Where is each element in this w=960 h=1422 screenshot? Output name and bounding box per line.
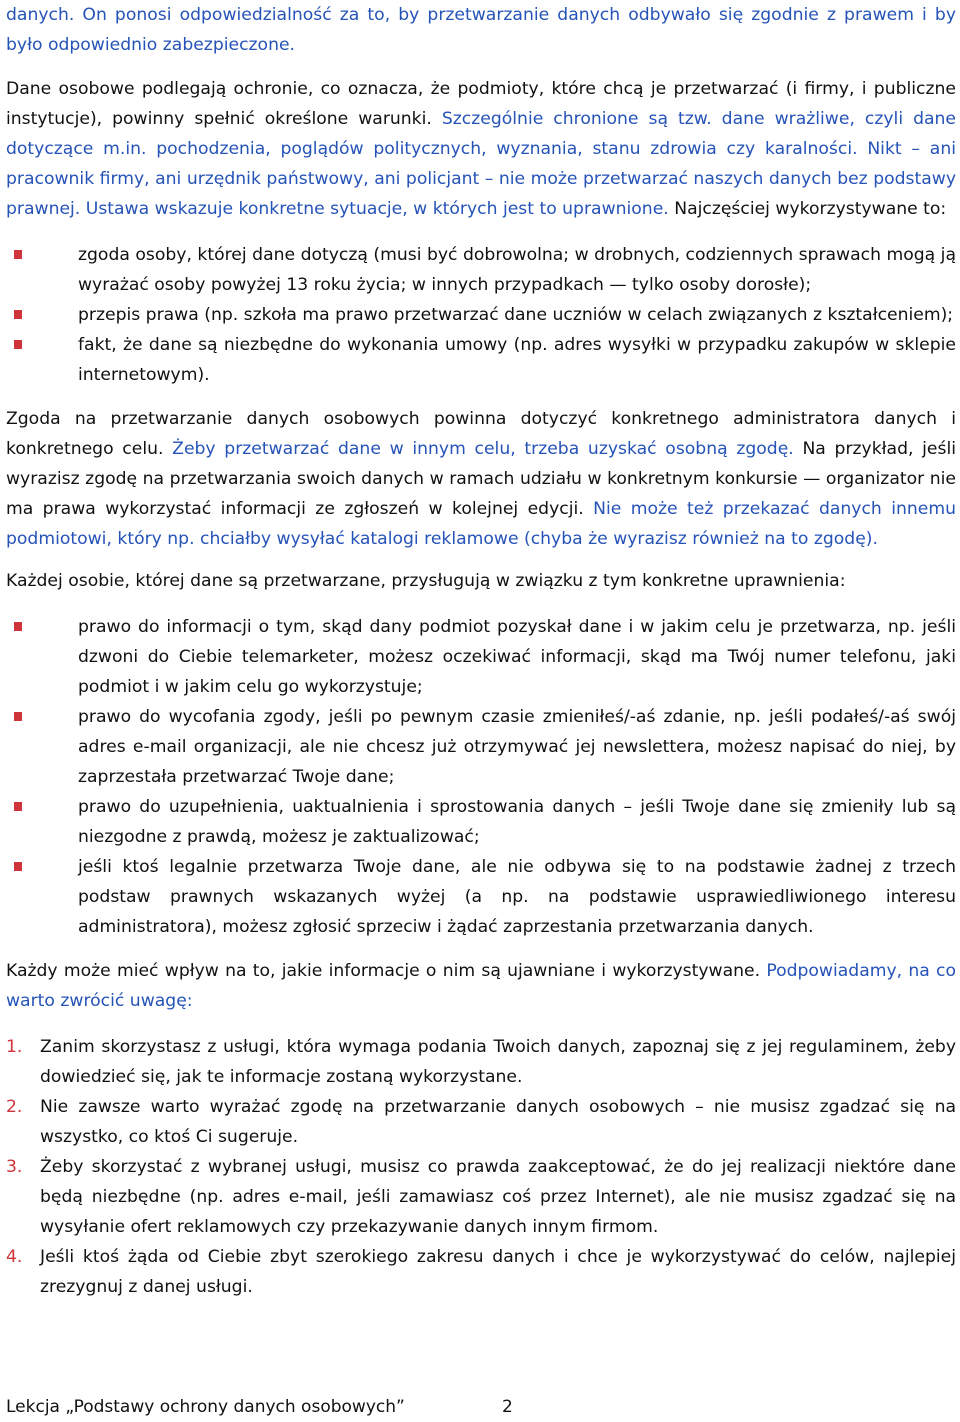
list-item: przepis prawa (np. szkoła ma prawo przetwarzać dane uczniów w celach związanych z kształceniem); [6,300,956,330]
consent-text-a: Zgoda na przetwarzanie danych osobowych powinna dotyczyć konkretnego administratora danych i konkretnego celu. [6,409,956,459]
page-number: 2 [502,1397,513,1417]
list-item: prawo do informacji o tym, skąd dany podmiot pozyskał dane i w jakim celu je przetwarza, np. jeśli dzwoni do Ciebie telemarketer, możesz oczekiwać informacji, skąd ma Twój numer telefonu, jaki podmiot i w jakim celu go wykorzystuje; [6,612,956,702]
influence-paragraph [6,956,956,1016]
list-item: prawo do wycofania zgody, jeśli po pewnym czasie zmieniłeś/-aś zdanie, np. jeśli podałeś/-aś swój adres e-mail organizacji, ale nie chcesz już otrzymywać jej newslettera, możesz napisać do niej, by zaprzestała przetwarzać Twoje dane; [6,702,956,792]
list-item: zgoda osoby, której dane dotyczą (musi być dobrowolna; w drobnych, codziennych sprawach mogą ją wyrażać osoby powyżej 13 roku życia; w innych przypadkach — tylko osoby dorosłe); [6,240,956,300]
list-item [6,1152,956,1242]
list-item: fakt, że dane są niezbędne do wykonania umowy (np. adres wysyłki w przypadku zakupów w sklepie internetowym). [6,330,956,390]
item-text: Żeby skorzystać z wybranej usługi, musisz co prawda zaakceptować, że do jej realizacji niektóre dane będą niezbędne (np. adres e-mail, jeśli zamawiasz coś przez Internet), ale nie musisz zgadzać się na wysyłanie ofert reklamowych czy przekazywanie danych innym firmom. [40,1157,956,1237]
basis-lead-text: Najczęściej wykorzystywane to: [674,199,947,219]
page-content [6,0,956,1302]
rights-list [6,612,956,942]
item-text: Nie zawsze warto wyrażać zgodę na przetwarzanie danych osobowych – nie musisz zgadzać się na wszystko, co ktoś Ci sugeruje. [40,1097,956,1147]
influence-text-b: Podpowiadamy, na co warto zwrócić uwagę: [6,961,957,1011]
influence-text-a: Każdy może mieć wpływ na to, jakie informacje o nim są ujawniane i wykorzystywane. [6,961,761,981]
list-item [6,1242,956,1302]
intro-paragraph: danych. On ponosi odpowiedzialność za to, by przetwarzanie danych odbywało się zgodnie z prawem i by było odpowiednio zabezpieczone. [6,5,956,55]
list-item [6,1092,956,1152]
protection-paragraph [6,74,956,224]
protection-text: Dane osobowe podlegają ochronie, co oznacza, że podmioty, które chcą je przetwarzać (i firmy, i publiczne instytucje), powinny spełnić określone warunki. [6,79,956,129]
list-item: jeśli ktoś legalnie przetwarza Twoje dane, ale nie odbywa się to na podstawie żadnej z trzech podstaw prawnych wskazanych wyżej (a np. na podstawie usprawiedliwionego interesu administratora), możesz zgłosić sprzeciw i żądać zaprzestania przetwarzania danych. [6,852,956,942]
consent-paragraph [6,404,956,554]
legal-basis-list [6,240,956,390]
consent-text-c: Na przykład, jeśli wyrazisz zgodę na przetwarzania swoich danych w ramach udziału w konkretnym konkursie — organizator nie ma prawa wykorzystać informacji ze zgłoszeń w kolejnej edycji. [6,439,956,519]
list-item: prawo do uzupełnienia, uaktualnienia i sprostowania danych – jeśli Twoje dane się zmieniły lub są niezgodne z prawdą, możesz je zaktualizować; [6,792,956,852]
consent-text-d: Nie może też przekazać danych innemu podmiotowi, który np. chciałby wysyłać katalogi reklamowe (chyba że wyrazisz również na to zgodę). [6,499,956,549]
item-number: 4. [6,1247,23,1267]
consent-text-b: Żeby przetwarzać dane w innym celu, trzeba uzyskać osobną zgodę. [172,439,794,459]
tips-list [6,1032,956,1302]
item-number: 2. [6,1097,23,1117]
item-text: Zanim skorzystasz z usługi, która wymaga podania Twoich danych, zapoznaj się z jej regulaminem, żeby dowiedzieć się, jak te informacje zostaną wykorzystane. [40,1037,956,1087]
page-footer [6,1392,606,1422]
list-item [6,1032,956,1092]
item-number: 3. [6,1157,23,1177]
item-number: 1. [6,1037,23,1057]
item-text: Jeśli ktoś żąda od Ciebie zbyt szerokiego zakresu danych i chce je wykorzystywać do celów, najlepiej zrezygnuj z danej usługi. [40,1247,956,1297]
sensitive-data-text: Szczególnie chronione są tzw. dane wrażliwe, czyli dane dotyczące m.in. pochodzenia, poglądów politycznych, wyznania, stanu zdrowia czy karalności. Nikt – ani pracownik firmy, ani urzędnik państwowy, ani policjant – nie może przetwarzać naszych danych bez podstawy prawnej. Ustawa wskazuje konkretne sytuacje, w których jest to uprawnione. [6,109,957,219]
footer-title: Lekcja „Podstawy ochrony danych osobowych” [6,1397,405,1417]
rights-intro: Każdej osobie, której dane są przetwarzane, przysługują w związku z tym konkretne uprawnienia: [6,571,846,591]
